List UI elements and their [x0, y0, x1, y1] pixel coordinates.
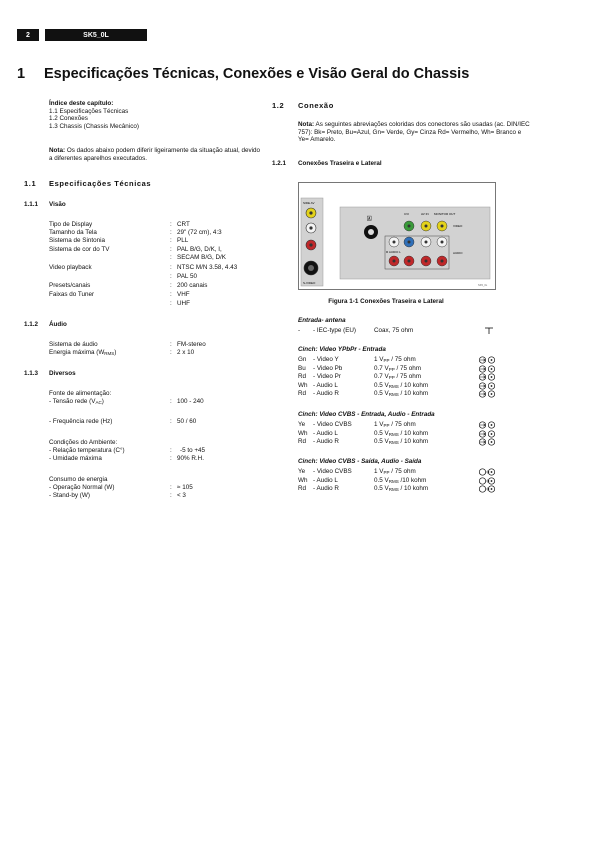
connector-color-code: Wh [298, 429, 308, 437]
section-number: 1.1 [24, 179, 37, 188]
spec-colon: : [170, 273, 172, 280]
spec-value: NTSC M/N 3.58, 4.43 [177, 264, 238, 271]
connector-color-code: - [298, 327, 301, 334]
cinch-input-icon [478, 390, 496, 401]
spec-label: Faixas do Tuner [49, 291, 95, 298]
spec-colon: : [170, 254, 172, 261]
spec-colon: : [170, 246, 172, 253]
cinch-output-icon [478, 485, 496, 496]
spec-group-label: Consumo de energia [49, 476, 108, 483]
spec-colon: : [170, 492, 172, 499]
spec-label: Tipo de Display [49, 221, 93, 228]
subsection-number: 1.1.1 [24, 201, 39, 208]
connector-signal-name: - Audio R [313, 485, 339, 493]
connector-color-code: Gn [298, 356, 307, 363]
connector-spec: 0.5 $V_{RMS} / 10$ kohm [374, 485, 429, 493]
spec-value: 29" (72 cm), 4:3 [177, 229, 222, 236]
subsection-title: Conexões Traseira e Lateral [298, 160, 382, 167]
spec-label: - Tensão rede $(V_{AC})$ [49, 398, 104, 405]
connector-color-code: Wh [298, 476, 308, 484]
spec-label: - Relação temperatura (C°) [49, 447, 125, 454]
spec-group-label: Condições do Ambiente: [49, 439, 118, 446]
connector-spec: 0.5 $V_{RMS} / 10$ kohm [374, 390, 429, 398]
spec-colon: : [170, 300, 172, 307]
spec-value: SECAM B/G, D/K [177, 254, 226, 261]
spec-value: -5 to +45 [180, 447, 206, 454]
connections-diagram [298, 182, 496, 290]
spec-label: - Frequência rede (Hz) [49, 418, 113, 425]
doc-code-box [45, 29, 147, 41]
page-number: 2 [26, 31, 30, 39]
spec-colon: : [170, 447, 172, 454]
connector-spec: 0.7 $V_{PP} / 75$ ohm [374, 364, 421, 372]
spec-colon: : [170, 282, 172, 289]
spec-label: Tamanho da Tela [49, 229, 97, 236]
connector-spec: 0.5 $V_{RMS} / 10$ kohm [374, 429, 429, 437]
connector-signal-name: - Video Y [313, 356, 339, 363]
connector-signal-name: - Audio L [313, 476, 338, 484]
connections-figure [298, 182, 496, 290]
spec-value: ≈ 105 [177, 484, 193, 491]
spec-value: 100 - 240 [177, 398, 204, 405]
connector-color-code: Rd [298, 390, 307, 398]
spec-colon: : [170, 264, 172, 271]
note-paragraph [49, 147, 261, 162]
svg-text:AV IN: AV IN [421, 212, 429, 216]
index-item: 1.2 Conexões [49, 115, 88, 123]
connector-color-code: Ye [298, 468, 306, 475]
subsection-title: Diversos [49, 370, 76, 377]
connector-signal-name: - Video CVBS [313, 421, 352, 428]
subsection-number: 1.1.3 [24, 370, 39, 377]
spec-value: < 3 [177, 492, 186, 499]
index-item: 1.3 Chassis (Chassis Mecânico) [49, 122, 139, 130]
index-heading: Índice deste capítulo: [49, 100, 114, 107]
connector-spec: 1 $V_{PP} / 75$ ohm [374, 468, 416, 475]
spec-value: 90% R.H. [177, 455, 204, 462]
page-number-box [17, 29, 39, 41]
spec-colon: : [170, 455, 172, 462]
spec-label: - Operação Normal (W) [49, 484, 115, 491]
subsection-title: Visão [49, 201, 66, 208]
subsection-number: 1.2.1 [272, 160, 287, 167]
section-title: Especificações Técnicas [49, 179, 152, 188]
spec-label: - Stand-by (W) [49, 492, 90, 499]
spec-value: CRT [177, 221, 190, 228]
note-paragraph [298, 121, 530, 144]
connector-color-code: Rd [298, 373, 307, 381]
chapter-title: Especificações Técnicas, Conexões e Visão Geral do Chassis [44, 66, 470, 82]
spec-label: Sistema de Sintonia [49, 237, 106, 244]
connector-spec: 0.5 $V_{RMS} / 10$ kohm [374, 381, 429, 389]
spec-value: 50 / 60 [177, 418, 197, 425]
connector-signal-name: - Video CVBS [313, 468, 352, 475]
spec-label: Energia máxima $(W_{RMS})$ [49, 349, 117, 356]
section-number: 1.2 [272, 101, 285, 110]
svg-text:SK5_0L: SK5_0L [478, 284, 488, 287]
spec-group-label: Fonte de alimentação: [49, 390, 112, 397]
connector-spec: Coax, 75 ohm [374, 327, 414, 334]
spec-value: VHF [177, 291, 190, 298]
connector-color-code: Rd [298, 438, 307, 446]
figure-caption: Figura 1-1 Conexões Traseira e Lateral [328, 298, 444, 305]
section-title: Conexão [298, 101, 334, 110]
connector-color-code: Rd [298, 485, 307, 493]
connector-spec: 0.5 $V_{RMS}$ /10 kohm [374, 476, 427, 484]
svg-text:SIDE AV: SIDE AV [303, 201, 315, 205]
cinch-input-icon [478, 438, 496, 449]
spec-colon: : [170, 237, 172, 244]
subsection-title: Áudio [49, 321, 67, 328]
svg-text:MONITOR OUT: MONITOR OUT [434, 212, 456, 216]
connector-signal-name: - Video Pb [313, 364, 343, 372]
connection-group-title: Cinch: Video CVBS - Saída, Audio - Saída [298, 458, 422, 465]
spec-label: Video playback [49, 264, 92, 271]
connector-signal-name: - Audio R [313, 390, 339, 398]
spec-colon: : [170, 221, 172, 228]
connection-group-title: Cinch: Video CVBS - Entrada, Audio - Entrada [298, 411, 435, 418]
spec-colon: : [170, 349, 172, 356]
svg-text:🄰: 🄰 [367, 216, 372, 221]
antenna-jack-icon [484, 327, 494, 338]
spec-colon: : [170, 229, 172, 236]
spec-colon: : [170, 418, 172, 425]
connector-signal-name: - IEC-type (EU) [313, 327, 357, 334]
note-label: Nota: [49, 147, 66, 154]
spec-value: FM-stereo [177, 341, 206, 348]
spec-value: 200 canais [177, 282, 208, 289]
note-label: Nota: [298, 121, 315, 128]
spec-label: - Umidade máxima [49, 455, 102, 462]
svg-text:CVI: CVI [404, 212, 410, 216]
index-item: 1.1 Especificações Técnicas [49, 107, 129, 115]
connection-group-title: Cinch: Video YPbPr - Entrada [298, 346, 386, 353]
svg-text:AUDIO: AUDIO [453, 251, 463, 255]
spec-value: PAL B/G, D/K, I, [177, 246, 222, 253]
connection-group-title: Entrada- antena [298, 317, 346, 324]
doc-code: SK5_0L [83, 31, 109, 39]
connector-spec: 1 $V_{PP} / 75$ ohm [374, 356, 416, 363]
chapter-index [49, 100, 259, 130]
svg-text:S-VIDEO: S-VIDEO [303, 281, 316, 285]
connector-color-code: Bu [298, 364, 306, 372]
connector-signal-name: - Audio R [313, 438, 339, 446]
spec-label: Presets/canais [49, 282, 91, 289]
note-text: Os dados abaixo podem diferir ligeiramente da situação atual, devido a diferentes aparelhos executados. [49, 147, 261, 162]
connector-spec: 0.5 $V_{RMS} / 10$ kohm [374, 438, 429, 446]
connector-spec: 0.7 $V_{PP} / 75$ ohm [374, 373, 421, 381]
spec-colon: : [170, 291, 172, 298]
connector-signal-name: - Audio L [313, 381, 338, 389]
spec-value: 2 x 10 [177, 349, 195, 356]
connector-color-code: Wh [298, 381, 308, 389]
svg-text:R AUDIO L: R AUDIO L [386, 250, 401, 254]
note-text: As seguintes abreviações coloridas dos conectores são usadas (ac. DIN/IEC 757): Bk= Preto, Bu=Azul, Gn= Verde, Gy= Cinza Rd= Vermelho, Wh= Branco e Ye= Amarelo. [298, 121, 530, 144]
spec-label: Sistema de cor do TV [49, 246, 110, 253]
spec-value: PAL 50 [177, 273, 197, 280]
spec-value: PLL [177, 237, 189, 244]
spec-value: UHF [177, 300, 190, 307]
connector-signal-name: - Video Pr [313, 373, 341, 381]
spec-colon: : [170, 484, 172, 491]
connector-spec: 1 $V_{PP} / 75$ ohm [374, 421, 416, 428]
spec-colon: : [170, 341, 172, 348]
chapter-number: 1 [17, 66, 26, 82]
spec-label: Sistema de áudio [49, 341, 98, 348]
subsection-number: 1.1.2 [24, 321, 39, 328]
spec-colon: : [170, 398, 172, 405]
connector-color-code: Ye [298, 421, 306, 428]
connector-signal-name: - Audio L [313, 429, 338, 437]
svg-text:VIDEO: VIDEO [453, 224, 463, 228]
